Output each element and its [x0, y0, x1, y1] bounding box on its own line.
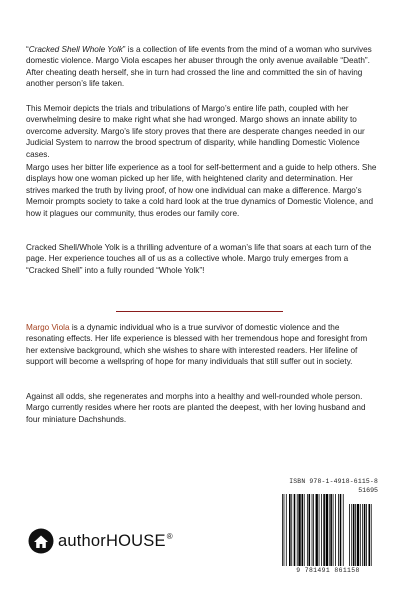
description-paragraph-2: This Memoir depicts the trials and tribulations of Margo’s entire life path, coupled with her overwhelming desire to make right what she had wronged. Margo shows an innate ability to overcome adversity. Margo’s life story proves that there are desperate changes needed in our Judicial System to narrow the brood spectrum of disparity, while handling Domestic Violence cases. [26, 104, 365, 159]
section-divider [116, 311, 283, 312]
price-code: 51695 [358, 487, 378, 494]
author-bio-paragraph-1 [26, 322, 378, 368]
description-paragraph-1 [26, 44, 378, 90]
barcode-number: 9 781491 861158 [296, 567, 360, 574]
registered-mark: ® [166, 532, 173, 541]
author-bio-paragraph-2: Against all odds, she regenerates and morphs into a healthy and well-rounded whole person. Margo currently resides where her roots are planted the deepest, with her loving husband and four miniature Dachshunds. [26, 392, 366, 424]
publisher-name [58, 532, 173, 551]
publisher-logo [28, 528, 173, 554]
publisher-house-icon [28, 528, 54, 554]
barcode-block [278, 478, 378, 580]
barcode-icon [280, 494, 376, 569]
description-paragraph-4: Cracked Shell/Whole Yolk is a thrilling adventure of a woman’s life that soars at each turn of the page. Her experience touches all of us as a collective whole. Margo truly emerges from a “Cracked Shell” into a fully rounded “Whole Yolk”! [26, 243, 372, 275]
publisher-name-part1: author [58, 531, 106, 550]
book-title-italic: Cracked Shell Whole Yolk [28, 45, 123, 54]
author-bio-paragraph-1-rest: is a dynamic individual who is a true survivor of domestic violence and the resonating effects. Her life experience is blessed with her tremendous hope and foresight from her extensive background, which she wishes to share with interested readers. Her lifeline of support will become a wellspring of hope for many individuals that still suffer out in society. [26, 323, 368, 367]
author-name: Margo Viola [26, 323, 70, 332]
publisher-name-part2: HOUSE [106, 531, 166, 550]
description-paragraph-3: Margo uses her bitter life experience as a tool for self-betterment and a guide to help others. She displays how one woman picked up her life, with heightened clarity and determination. Her strives marked the truth by living proof, of how one individual can make a difference. Margo’s Memoir prompts society to take a cold hard look at the true dynamics of Domestic Violence, and how it plagues our community, thus erodes our family core. [26, 163, 377, 218]
quote-open: “ [26, 45, 29, 54]
isbn-label: ISBN 978-1-4918-6115-8 [289, 478, 378, 485]
description-paragraph-1-rest: ” is a collection of life events from the mind of a woman who survives domestic violence. Margo Viola escapes her abuser through the only avenue available “Death”. After cheating death herself, she in turn had crossed the line and committed the sin of having another person’s life taken. [26, 45, 372, 89]
